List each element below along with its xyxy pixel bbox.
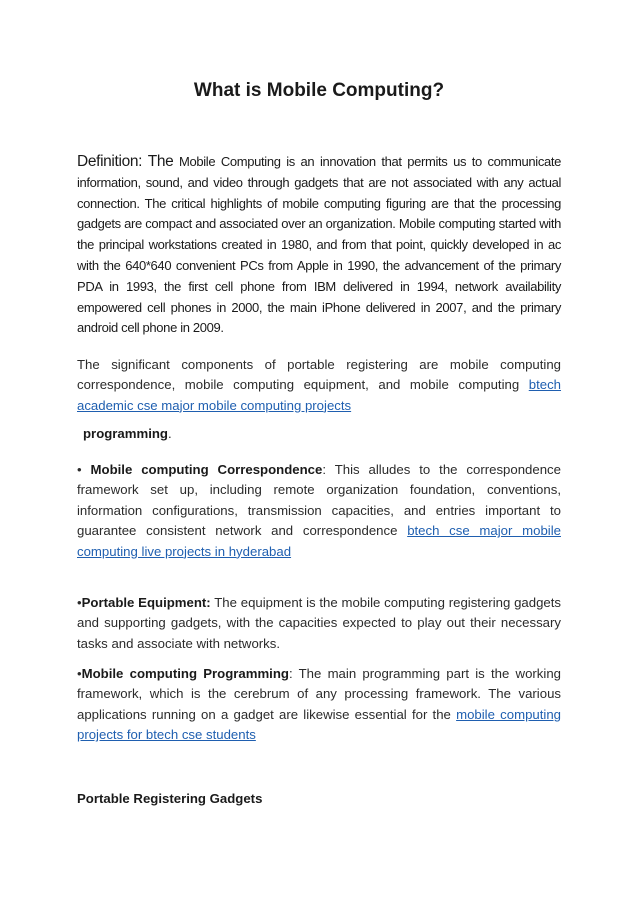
equipment-paragraph [77,593,561,654]
equipment-bullet: • [77,595,82,610]
programming-punct: . [168,426,172,441]
btech-academic-projects-link[interactable]: btech academic cse major mobile computing projects [77,377,562,413]
cse-students-projects-link[interactable]: mobile computing projects for btech cse students [77,706,561,743]
page-title: What is Mobile Computing? [193,80,445,101]
gadgets-heading-text: Portable Registering Gadgets [77,791,263,806]
programming-label: Mobile computing Programming [81,666,289,681]
definition-label: Definition: [77,153,143,170]
hyderabad-projects-link[interactable]: btech cse major mobile computing live projects in hyderabad [77,523,561,559]
correspondence-text: : This alludes to the correspondence framework set up, including remote organization foundation, conventions, information configurations, transmission capacities, and entries important to guarantee consistent network and correspondence [77,462,561,539]
programming-line [83,424,567,444]
components-text: The significant components of portable registering are mobile computing correspondence, mobile computing equipment, and mobile computing [77,357,561,393]
gadgets-heading [77,789,561,809]
components-paragraph [77,355,561,416]
definition-text: Mobile Computing is an innovation that permits us to communicate information, sound, and video through gadgets that are not associated with any actual connection. The critical highlights of mobile computing figuring are that the processing gadgets are compact and associated over an organization. Mobile computing started with the principal workstations created in 1980, and from that point, quickly developed in ac with the 640*640 convenient PCs from Apple in 1990, the advancement of the primary PDA in 1993, the first cell phone from IBM delivered in 1994, network availability empowered cell phones in 2000, the main iPhone delivered in 2007, and the primary android cell phone in 2009. [77,154,561,336]
correspondence-label: Mobile computing Correspondence [90,462,323,477]
equipment-label: Portable Equipment: [81,595,211,610]
programming-text: : The main programming part is the working framework, which is the cerebrum of any processing framework. The various applications running on a gadget are likewise essential for the [77,666,561,722]
programming-bullet: • [77,666,82,681]
equipment-text: The equipment is the mobile computing registering gadgets and supporting gadgets, with the capacities expected to play out their necessary tasks and associate with networks. [77,595,561,651]
programming-word: programming [83,426,168,441]
programming-paragraph [77,664,561,746]
correspondence-paragraph [77,460,561,562]
definition-lead-word: The [147,153,174,170]
definition-paragraph [77,152,561,339]
correspondence-bullet: • [77,462,82,477]
